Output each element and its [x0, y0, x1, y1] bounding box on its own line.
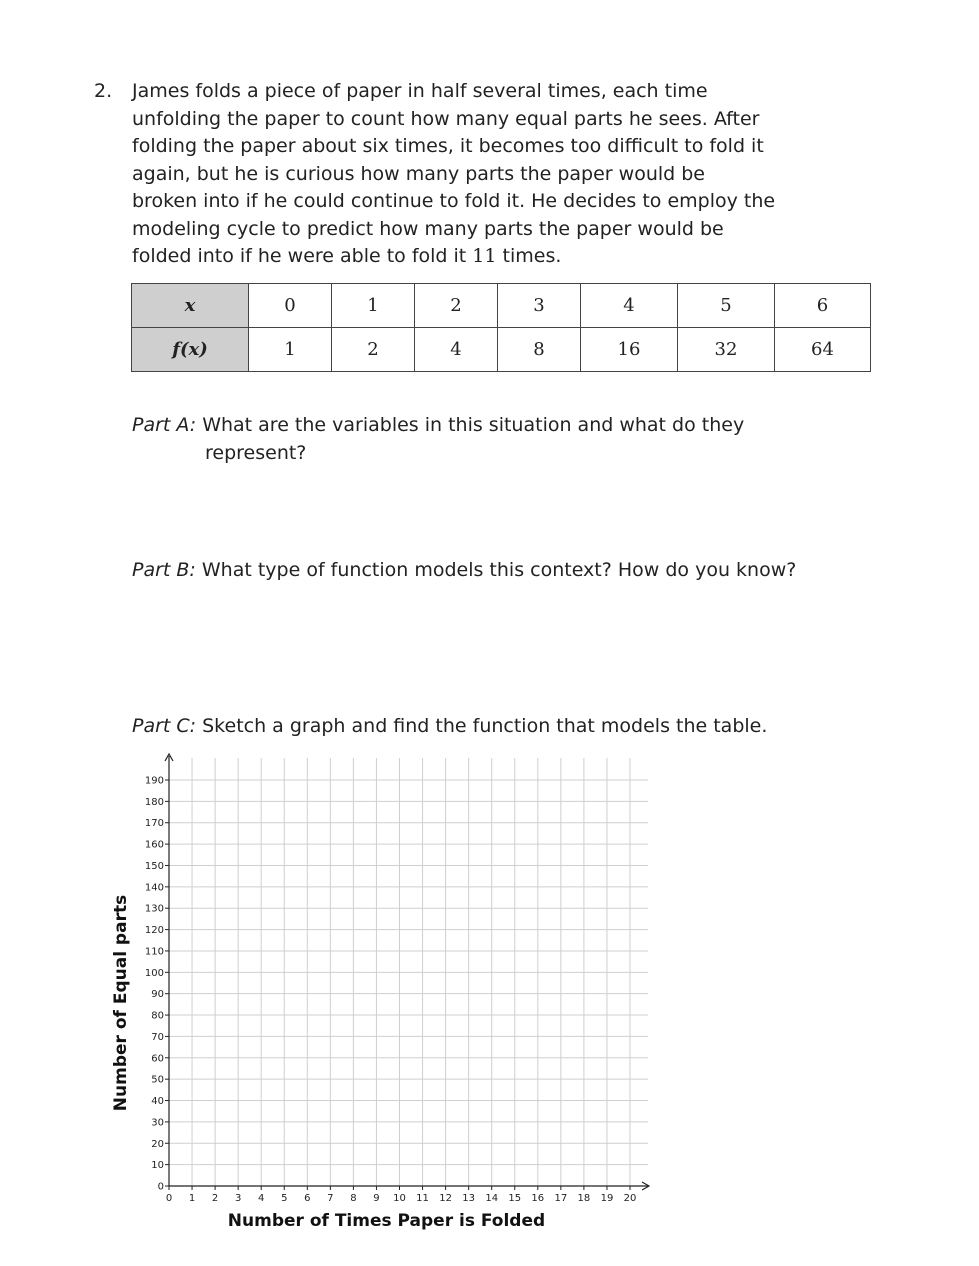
y-tick-label: 190	[144, 775, 164, 787]
x-cell: 2	[415, 284, 498, 328]
y-tick-label: 30	[151, 1117, 164, 1129]
y-tick-label: 140	[144, 882, 164, 894]
x-tick-label: 0	[165, 1193, 173, 1204]
y-ticks	[145, 776, 169, 1193]
y-axis-title: Number of Equal parts	[111, 894, 131, 1112]
part-c-text: Sketch a graph and find the function that models the table.	[196, 715, 768, 737]
fx-cell: 2	[332, 328, 415, 372]
x-cell: 5	[678, 284, 775, 328]
x-tick-label: 19	[600, 1193, 614, 1204]
x-tick-label: 16	[531, 1193, 545, 1204]
question-line-end: times.	[496, 245, 562, 267]
x-cell: 0	[249, 284, 332, 328]
question-line: modeling cycle to predict how many parts the paper would be	[132, 217, 724, 240]
x-cell: 3	[498, 284, 581, 328]
question-line: James folds a piece of paper in half several times, each time	[132, 80, 708, 102]
x-tick-label: 10	[393, 1193, 406, 1204]
question-line-start: folded into if he were able to fold it	[132, 245, 473, 267]
x-tick-label: 7	[327, 1193, 334, 1204]
x-axis-title: Number of Times Paper is Folded	[227, 1211, 546, 1231]
graph-grid	[100, 752, 660, 1242]
y-tick-label: 80	[151, 1010, 164, 1022]
x-tick-label: 17	[554, 1193, 568, 1204]
y-tick-label: 50	[151, 1074, 164, 1086]
y-tick-label: 0	[157, 1181, 164, 1193]
question-line	[132, 243, 832, 271]
fx-cell: 16	[581, 328, 678, 372]
y-tick-label: 110	[144, 946, 164, 958]
y-tick-label: 40	[151, 1096, 164, 1108]
x-tick-label: 18	[577, 1193, 591, 1204]
x-tick-label: 6	[304, 1193, 311, 1204]
fx-header: f(x)	[132, 328, 249, 372]
question-line: folding the paper about six times, it becomes too difficult to fold it	[132, 135, 764, 157]
part-a-text: What are the variables in this situation and what do they	[196, 414, 745, 436]
fx-row	[132, 328, 871, 372]
y-tick-label: 10	[151, 1160, 164, 1172]
x-row	[132, 284, 871, 328]
part-a	[132, 411, 744, 467]
x-tick-label: 13	[462, 1193, 476, 1204]
fx-cell: 4	[415, 328, 498, 372]
y-tick-label: 180	[144, 796, 164, 808]
y-tick-label: 20	[151, 1138, 164, 1150]
x-tick-label: 9	[373, 1193, 380, 1204]
fx-cell: 32	[678, 328, 775, 372]
data-table	[131, 283, 871, 372]
x-tick-label: 14	[485, 1193, 499, 1204]
part-c	[132, 712, 767, 740]
y-tick-label: 170	[144, 818, 164, 830]
part-b	[132, 556, 796, 584]
fold-count-number: 11	[472, 245, 497, 267]
x-tick-label: 20	[623, 1193, 637, 1204]
question-text	[132, 78, 832, 271]
x-cell: 4	[581, 284, 678, 328]
x-tick-label: 2	[211, 1193, 219, 1204]
y-tick-label: 70	[151, 1031, 164, 1043]
part-a-text-cont: represent?	[205, 442, 307, 464]
x-tick-label: 4	[258, 1193, 265, 1204]
fx-cell: 64	[775, 328, 871, 372]
y-tick-label: 100	[144, 967, 164, 979]
part-a-label: Part A:	[132, 414, 197, 436]
x-tick-label: 3	[234, 1193, 242, 1204]
question-line: broken into if he could continue to fold it. He decides to employ the	[132, 190, 776, 212]
x-tick-label: 8	[350, 1193, 357, 1204]
x-tick-label: 1	[188, 1193, 196, 1204]
gridlines	[169, 758, 648, 1186]
question-line: again, but he is curious how many parts the paper would be	[132, 162, 705, 185]
x-tick-label: 15	[508, 1193, 522, 1204]
part-c-label: Part C:	[132, 715, 197, 737]
fx-cell: 1	[249, 328, 332, 372]
part-b-label: Part B:	[132, 559, 196, 581]
x-ticks	[166, 1186, 637, 1204]
y-tick-label: 150	[144, 860, 164, 872]
x-tick-label: 5	[281, 1193, 288, 1204]
part-b-text: What type of function models this context? How do you know?	[195, 559, 797, 581]
x-tick-label: 11	[416, 1193, 429, 1204]
y-tick-label: 60	[151, 1053, 164, 1065]
y-tick-label: 90	[151, 989, 164, 1001]
y-tick-label: 130	[144, 903, 164, 915]
x-header: x	[132, 284, 249, 328]
y-tick-label: 120	[144, 925, 164, 937]
fx-cell: 8	[498, 328, 581, 372]
x-cell: 6	[775, 284, 871, 328]
y-tick-label: 160	[144, 839, 164, 851]
question-number: 2.	[94, 80, 113, 102]
x-tick-label: 12	[439, 1193, 452, 1204]
question-line: unfolding the paper to count how many equal parts he sees. After	[132, 107, 760, 130]
x-cell: 1	[332, 284, 415, 328]
